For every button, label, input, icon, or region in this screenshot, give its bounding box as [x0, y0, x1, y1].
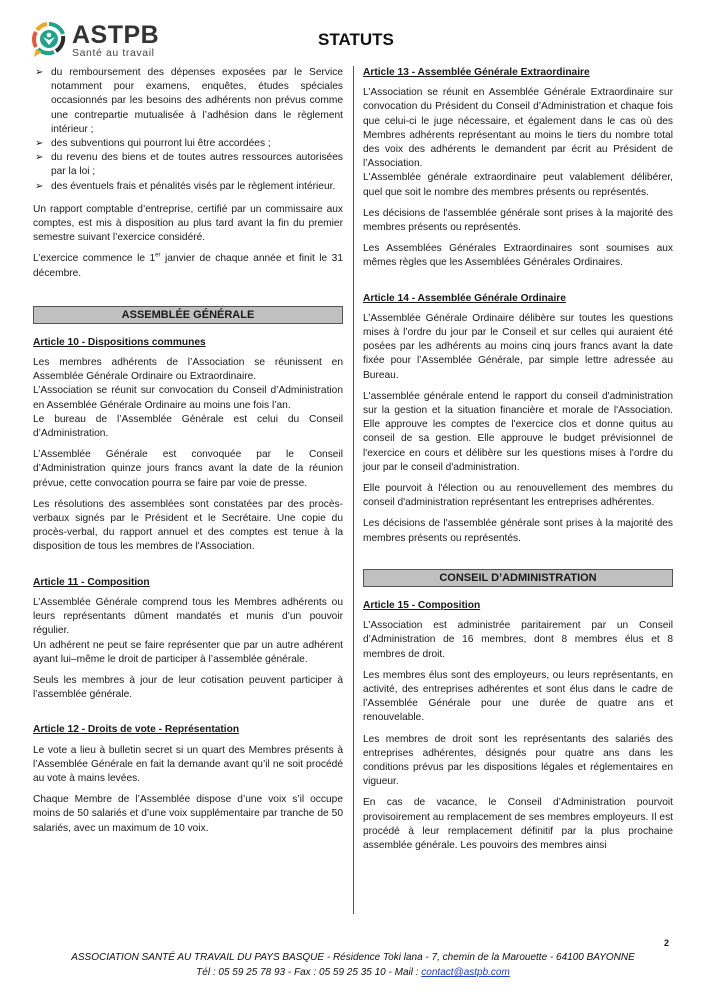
email-link[interactable]: contact@astpb.com	[421, 967, 510, 978]
paragraph: Chaque Membre de l’Assemblée dispose d’une voix s’il occupe moins de 50 salariés et d’une voix supplémentaire par tranche de 50 salariés, avec un maximum de 10 voix.	[33, 794, 343, 834]
footer-address: ASSOCIATION SANTÉ AU TRAVAIL DU PAYS BASQUE - Résidence Toki lana - 7, chemin de la Marouette - 64100 BAYONNE	[71, 952, 635, 963]
section-header-conseil-administration: CONSEIL D’ADMINISTRATION	[363, 569, 673, 587]
paragraph: L’Association se réunit en Assemblée Générale Extraordinaire sur convocation du Président du Conseil d’Administration et chaque fois que celui-ci le juge nécessaire, et également dans le cas où des Membres adhérents représentant au moins le tiers du nombre total des voix des adhérents le demandent par écrit au Président de l’Association.	[363, 87, 673, 170]
paragraph: Les décisions de l'assemblée générale sont prises à la majorité des membres présents ou représentés.	[363, 518, 673, 544]
page-title: STATUTS	[318, 30, 394, 49]
paragraph: Un adhérent ne peut se faire représenter que par un autre adhérent ayant lui–même le droit de participer à l’assemblée générale.	[33, 639, 343, 665]
paragraph: Le vote a lieu à bulletin secret si un quart des Membres présents à l’Assemblée Générale en fait la demande avant qu’il ne soit procédé au vote à mains levées.	[33, 744, 343, 784]
paragraph: L'Assemblée générale extraordinaire peut valablement délibérer, quel que soit le nombre des membres présents ou représentés.	[363, 172, 673, 198]
article-12-title: Article 12 - Droits de vote - Représentation	[33, 724, 240, 736]
paragraph: En cas de vacance, le Conseil d’Administration pourvoit provisoirement au remplacement de ses membres employeurs. Il est procédé à leur remplacement définitif par la plus prochaine assemblée générale. Les pouvoirs des membres ainsi	[363, 797, 673, 851]
article-11-title: Article 11 - Composition	[33, 576, 150, 588]
exercice-paragraph: L’exercice commence le 1er janvier de chaque année et finit le 31 décembre.	[33, 253, 343, 279]
paragraph: Les membres de droit sont les représentants des salariés des entreprises adhérentes, désignés pour quatre ans dans les conditions prévus par les dispositions légales et réglementaires en vigueur.	[363, 733, 673, 788]
paragraph: Les membres adhérents de l’Association se réunissent en Assemblée Générale Ordinaire ou Extraordinaire.	[33, 357, 343, 383]
left-column	[33, 66, 343, 843]
paragraph: Un rapport comptable d’entreprise, certifié par un commissaire aux comptes, est mis à disposition au plus tard avant la fin du premier semestre suivant l’exercice considéré.	[33, 203, 343, 244]
page-number: 2	[664, 938, 670, 948]
paragraph: Les membres élus sont des employeurs, ou leurs représentants, en activité, des entreprises adhérentes et sont élus dans le cadre de l’Assemblée Générale pour une durée de quatre ans et renouvelable.	[363, 669, 673, 724]
article-10-title: Article 10 - Dispositions communes	[33, 336, 206, 348]
paragraph: L’Association se réunit sur convocation du Conseil d’Administration en Assemblée Générale Ordinaire au moins une fois l’an.	[33, 385, 343, 411]
logo-name: ASTPB	[72, 21, 160, 49]
resources-list	[33, 66, 343, 194]
paragraph: L’Assemblée Générale est convoquée par le Conseil d’Administration quinze jours francs avant la date de la réunion prévue, cette convocation pourra se faire par voie de presse.	[33, 449, 343, 489]
paragraph: Seuls les membres à jour de leur cotisation peuvent participer à l’assemblée générale.	[33, 674, 343, 701]
arrow-bullet-icon: ➢	[35, 67, 44, 78]
astpb-logo-icon	[32, 22, 66, 58]
list-item: ➢ du revenu des biens et de toutes autres ressources autorisées par la loi ;	[35, 152, 343, 178]
article-14-title: Article 14 - Assemblée Générale Ordinaire	[363, 292, 566, 304]
article-13-title: Article 13 - Assemblée Générale Extraordinaire	[363, 67, 590, 78]
astpb-logo	[32, 22, 172, 60]
section-header-assemblee-generale: ASSEMBLÉE GÉNÉRALE	[33, 306, 343, 324]
logo-tagline: Santé au travail	[72, 47, 155, 59]
page-header	[0, 0, 706, 62]
paragraph: L’Assemblée Générale Ordinaire délibère sur toutes les questions mises à l’ordre du jour par le Conseil et sur celles qui auraient été posées par les adhérents au moins cinq jours francs avant la date fixée pour l’Assemblée Générale, par simple lettre adressée au Bureau.	[363, 312, 673, 381]
list-item: ➢ du remboursement des dépenses exposées par le Service notamment pour examens, enquêtes, études spéciales occasionnés par les besoins des adhérents non prévus comme une contrepartie mutualisée à l’adhésion dans le règlement intérieur ;	[35, 67, 343, 135]
right-column	[363, 66, 673, 860]
article-15-title: Article 15 - Composition	[363, 599, 481, 611]
paragraph: Le bureau de l’Assemblée Générale est celui du Conseil d’Administration.	[33, 413, 343, 440]
column-divider	[353, 66, 354, 914]
page-footer	[0, 950, 706, 980]
paragraph: Les décisions de l'assemblée générale sont prises à la majorité des membres présents ou représentés.	[363, 207, 673, 234]
footer-contact: Tél : 05 59 25 78 93 - Fax : 05 59 25 35 10 - Mail : contact@astpb.com	[196, 967, 510, 978]
paragraph: Elle pourvoit à l'élection ou au renouvellement des membres du conseil d'administration représentant les entreprises adhérentes.	[363, 483, 673, 509]
arrow-bullet-icon: ➢	[35, 152, 44, 164]
list-item: ➢ des subventions qui pourront lui être accordées ;	[51, 137, 343, 151]
paragraph: L’Association est administrée paritairement par un Conseil d’Administration de 16 membres, dont 8 membres élus et 8 membres de droit.	[363, 620, 673, 660]
arrow-bullet-icon: ➢	[35, 180, 44, 192]
paragraph: L’Assemblée Générale comprend tous les Membres adhérents ou leurs représentants dûment mandatés et munis d’un pouvoir régulier.	[33, 596, 343, 637]
paragraph: L'assemblée générale entend le rapport du conseil d'administration sur la gestion et la situation financière et morale de l'Association. Elle approuve les comptes de l'exercice clos et donne quitus au conseil de sa gestion. Elle approuve le budget prévisionnel de l'exercice en cours et délibère sur les questions mises à l'ordre du jour par le conseil d'administration.	[363, 390, 673, 473]
paragraph: Les Assemblées Générales Extraordinaires sont soumises aux mêmes règles que les Assemblées Générales Ordinaires.	[363, 243, 673, 269]
arrow-bullet-icon: ➢	[35, 138, 44, 150]
paragraph: Les résolutions des assemblées sont constatées par des procès-verbaux signés par le Président et le Secrétaire. Une copie du procès-verbal, du rapport annuel et des comptes est tenue à la disposition de tous les membres de l'Association.	[33, 498, 343, 553]
list-item: ➢ des éventuels frais et pénalités visés par le règlement intérieur.	[51, 180, 343, 194]
